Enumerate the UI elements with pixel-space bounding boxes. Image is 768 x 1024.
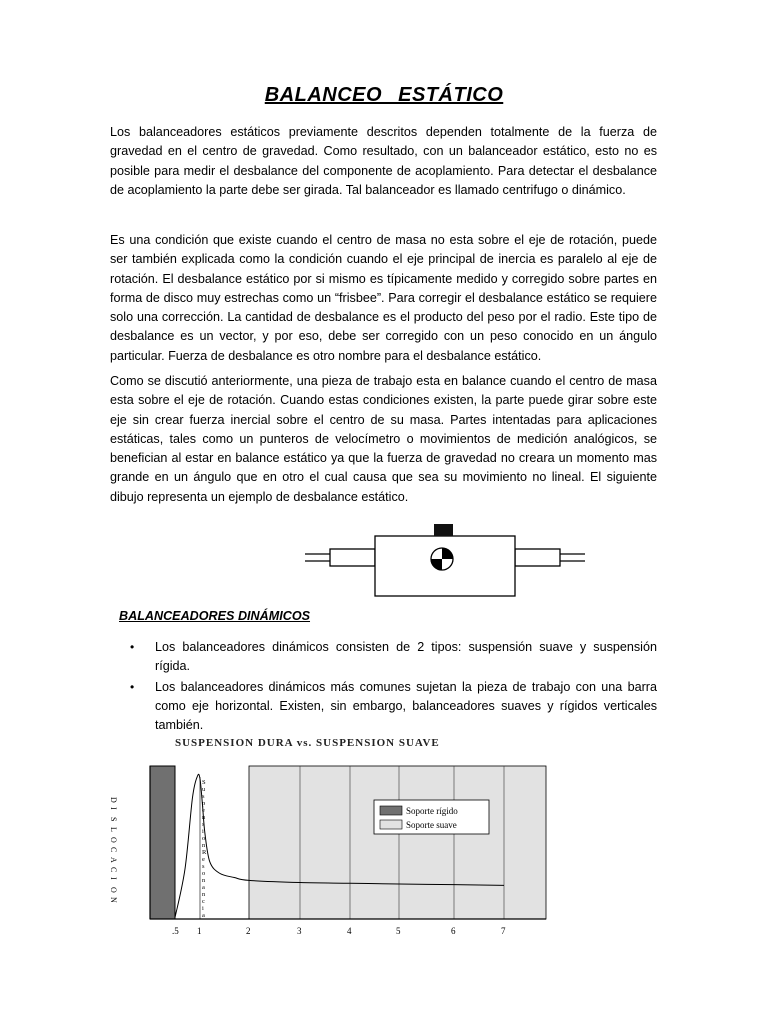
- annotation-letter: R: [202, 849, 207, 856]
- annotation-letter: s: [202, 863, 205, 870]
- resonance-annotation: [202, 779, 207, 919]
- x-tick-label: 4: [347, 926, 352, 936]
- annotation-letter: i: [202, 905, 204, 912]
- y-label-letter: L: [109, 827, 118, 832]
- annotation-letter: p: [202, 800, 206, 807]
- annotation-letter: a: [202, 912, 205, 919]
- paragraph-1: Los balanceadores estáticos previamente descritos dependen totalmente de la fuerza de gravedad en el centro de gravedad. Como resultado, con un balanceador estático, esto no es posible para medir el desbalance del componente de acoplamiento. Para detectar el desbalance de acoplamiento la parte debe ser girada. Tal balanceador es llamado centrifugo o dinámico.: [110, 125, 657, 197]
- legend-label-rigid: Soporte rígido: [406, 806, 458, 816]
- bullet-text: Los balanceadores dinámicos consisten de 2 tipos: suspensión suave y suspensión rígida.: [155, 640, 657, 673]
- y-label-letter: S: [109, 817, 118, 822]
- shaft-left-hub: [330, 549, 375, 566]
- annotation-letter: a: [202, 884, 205, 891]
- annotation-letter: o: [202, 870, 206, 877]
- annotation-letter: n: [202, 842, 206, 849]
- legend-swatch-rigid: [380, 806, 402, 815]
- annotation-letter: S: [202, 779, 206, 786]
- hard-support-region: [150, 766, 175, 919]
- annotation-letter: s: [202, 793, 205, 800]
- page-title: BALANCEO ESTÁTICO: [264, 84, 504, 106]
- paragraph-3: Como se discutió anteriormente, una pieza de trabajo esta en balance cuando el centro de masa esta sobre el eje de rotación. Cuando estas condiciones existen, la parte puede girar sobre este eje sin crear fuerza inercial sobre el centro de su masa. Partes intentadas para aplicaciones estáticas, tales como un punteros de velocímetro o movimientos de medición analógicos, se benefician al estar en balance estático ya que la fuerza de gravedad no creara un momento mas grande en un ángulo que en otro el cual causa que sea su movimiento no lineal. El siguiente dibujo representa un ejemplo de desbalance estático.: [110, 374, 657, 504]
- suspension-chart: [100, 732, 560, 944]
- y-label-letter: D: [109, 797, 118, 803]
- y-label-letter: C: [109, 867, 118, 873]
- list-item: [130, 638, 657, 676]
- bullet-dot: •: [130, 640, 135, 654]
- x-tick-label: 2: [246, 926, 251, 936]
- annotation-letter: n: [202, 814, 206, 821]
- chart-title: SUSPENSION DURA vs. SUSPENSION SUAVE: [175, 737, 440, 749]
- annotation-letter: s: [202, 821, 205, 828]
- x-tick-label: .5: [172, 926, 179, 936]
- paragraph-2: Es una condición que existe cuando el centro de masa no esta sobre el eje de rotación, puede ser también explicada como la condición cuando el eje principal de inercia es paralelo al eje de rotación. El desbalance estático por si mismo es típicamente medido y corregido sobre partes en forma de disco muy estrechas como un “frisbee”. Para corregir el desbalance estático se requiere solo una corrección. La cantidad de desbalance es el producto del peso por el radio. Este tipo de desbalance es un vector, y por eso, debe ser corregido con un peso conocido en un ángulo particular. Fuerza de desbalance es otro nombre para el desbalance estático.: [110, 233, 657, 363]
- y-label-letter: O: [109, 887, 118, 893]
- annotation-letter: o: [202, 835, 206, 842]
- bullet-text: Los balanceadores dinámicos más comunes sujetan la pieza de trabajo con una barra como eje horizontal. Existen, sin embargo, balanceadores suaves y rígidos verticales también.: [155, 680, 657, 732]
- x-tick-label: 3: [297, 926, 302, 936]
- annotation-letter: u: [202, 786, 206, 793]
- x-tick-label: 7: [501, 926, 506, 936]
- y-label-letter: N: [109, 897, 118, 903]
- legend-swatch-soft: [380, 820, 402, 829]
- legend-label-soft: Soporte suave: [406, 820, 457, 830]
- y-label-letter: I: [109, 877, 118, 880]
- unbalance-mass: [434, 524, 453, 536]
- annotation-letter: i: [202, 828, 204, 835]
- annotation-letter: n: [202, 877, 206, 884]
- annotation-letter: n: [202, 891, 206, 898]
- x-axis-ticks: [172, 926, 506, 936]
- y-axis-label: [109, 797, 118, 903]
- y-label-letter: C: [109, 847, 118, 853]
- x-tick-label: 5: [396, 926, 401, 936]
- soft-support-region: [249, 766, 546, 919]
- y-label-letter: A: [109, 857, 118, 863]
- bullet-dot: •: [130, 680, 135, 694]
- center-of-mass-symbol: [431, 548, 453, 570]
- x-tick-label: 6: [451, 926, 456, 936]
- x-tick-label: 1: [197, 926, 202, 936]
- annotation-letter: e: [202, 807, 205, 814]
- section-heading: BALANCEADORES DINÁMICOS: [119, 609, 311, 623]
- y-label-letter: O: [109, 837, 118, 843]
- annotation-letter: c: [202, 898, 205, 905]
- static-unbalance-diagram: [305, 518, 585, 600]
- annotation-letter: e: [202, 856, 205, 863]
- shaft-right-hub: [515, 549, 560, 566]
- bullet-list: [130, 638, 657, 737]
- legend: [374, 800, 489, 834]
- list-item: [130, 678, 657, 735]
- y-label-letter: I: [109, 807, 118, 810]
